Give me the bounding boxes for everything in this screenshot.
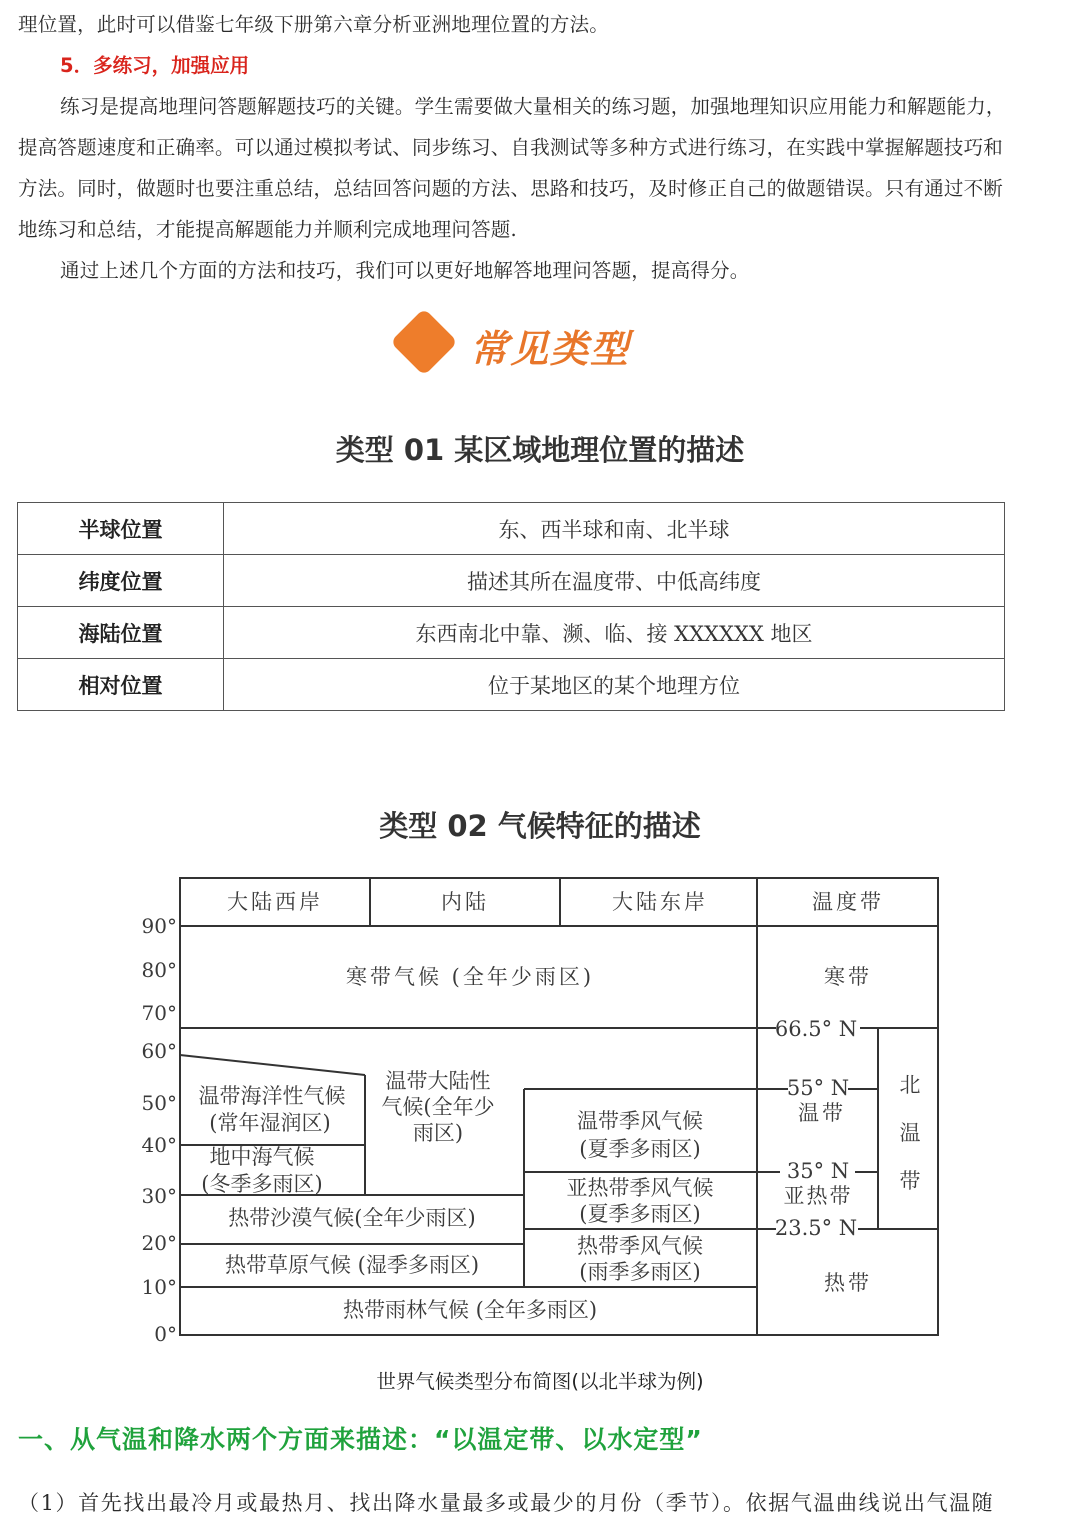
table-row: [18, 555, 1005, 607]
type02-title: 类型 02 气候特征的描述: [379, 809, 701, 843]
header-west-coast: 大陆西岸: [227, 890, 323, 914]
lat-tick: 60°: [141, 1039, 177, 1063]
line-66-5: 66.5° N: [774, 1017, 858, 1041]
zone-temperate: 温带: [798, 1101, 846, 1125]
row-value: 描述其所在温度带、中低高纬度: [224, 555, 1005, 607]
continental-climate: 温带大陆性: [385, 1069, 491, 1093]
method-line: （1）首先找出最冷月或最热月、找出降水量最多或最少的月份（季节）。依据气温曲线说出气温随: [18, 1491, 995, 1515]
row-key: 纬度位置: [18, 555, 224, 607]
lat-tick: 0°: [154, 1322, 177, 1346]
lat-tick: 10°: [141, 1275, 177, 1299]
mediterranean-note: (冬季多雨区): [201, 1172, 323, 1196]
lat-tick: 20°: [141, 1231, 177, 1255]
maritime-note: (常年湿润区): [209, 1111, 331, 1135]
line-35: 35° N: [786, 1159, 850, 1183]
climate-diagram-svg: [0, 870, 1080, 1350]
polar-climate: 寒带气候 (全年少雨区): [345, 965, 595, 989]
geo-position-table: [17, 502, 1005, 711]
lat-tick: 40°: [141, 1133, 177, 1157]
line-55: 55° N: [786, 1076, 850, 1100]
row-value: 东西南北中靠、濒、临、接 XXXXXX 地区: [224, 607, 1005, 659]
zone-frigid: 寒带: [824, 965, 872, 989]
practice-line-2: 提高答题速度和正确率。可以通过模拟考试、同步练习、自我测试等多种方式进行练习，在实践中掌握解题技巧和: [18, 136, 1004, 159]
subtropical-monsoon: 亚热带季风气候: [566, 1176, 714, 1200]
table-row: [18, 503, 1005, 555]
tropical-savanna: 热带草原气候 (湿季多雨区): [224, 1253, 480, 1277]
tropical-monsoon: 热带季风气候: [577, 1234, 703, 1258]
practice-line-3: 方法。同时，做题时也要注重总结，总结回答问题的方法、思路和技巧，及时修正自己的做题错误。只有通过不断: [18, 177, 1004, 200]
banner-title: 常见类型: [470, 327, 631, 371]
continental-climate-3: 雨区): [412, 1121, 464, 1145]
maritime-climate: 温带海洋性气候: [198, 1084, 346, 1108]
row-value: 位于某地区的某个地理方位: [224, 659, 1005, 711]
lat-tick: 30°: [141, 1184, 177, 1208]
practice-summary: 通过上述几个方面的方法和技巧，我们可以更好地解答地理问答题，提高得分。: [60, 259, 750, 282]
tropical-desert: 热带沙漠气候(全年少雨区): [228, 1206, 476, 1230]
lat-tick: 80°: [141, 958, 177, 982]
mediterranean-climate: 地中海气候: [209, 1145, 315, 1169]
row-key: 海陆位置: [18, 607, 224, 659]
temperate-monsoon-note: (夏季多雨区): [579, 1137, 701, 1161]
row-value: 东、西半球和南、北半球: [224, 503, 1005, 555]
continental-climate-2: 气候(全年少: [381, 1095, 495, 1119]
lat-tick: 50°: [141, 1091, 177, 1115]
north-temperate-3: 带: [899, 1169, 921, 1193]
lat-tick: 70°: [141, 1001, 177, 1025]
zone-tropical: 热带: [824, 1271, 872, 1295]
intro-line: 理位置，此时可以借鉴七年级下册第六章分析亚洲地理位置的方法。: [18, 13, 610, 36]
north-temperate-1: 北: [899, 1073, 921, 1097]
diamond-icon: [390, 308, 458, 376]
type01-title: 类型 01 某区域地理位置的描述: [335, 433, 745, 467]
row-key: 相对位置: [18, 659, 224, 711]
temperate-monsoon: 温带季风气候: [577, 1109, 703, 1133]
north-temperate-2: 温: [899, 1121, 921, 1145]
row-key: 半球位置: [18, 503, 224, 555]
method-heading: 一、从气温和降水两个方面来描述：“以温定带、以水定型”: [18, 1425, 703, 1454]
practice-line-4: 地练习和总结，才能提高解题能力并顺利完成地理问答题.: [18, 218, 517, 241]
tropical-rainforest: 热带雨林气候 (全年多雨区): [342, 1298, 598, 1322]
header-temperature-zone: 温度带: [812, 890, 884, 914]
zone-subtropical: 亚热带: [783, 1184, 853, 1208]
common-types-banner: [392, 310, 672, 380]
header-inland: 内陆: [441, 890, 489, 914]
diagram-caption: 世界气候类型分布简图(以北半球为例): [376, 1370, 704, 1393]
practice-line-1: 练习是提高地理问答题解题技巧的关键。学生需要做大量相关的练习题，加强地理知识应用能力和解题能力，: [60, 95, 1006, 118]
tropical-monsoon-note: (雨季多雨区): [579, 1260, 701, 1284]
header-east-coast: 大陆东岸: [612, 890, 708, 914]
subtropical-monsoon-note: (夏季多雨区): [579, 1202, 701, 1226]
table-row: [18, 607, 1005, 659]
lat-tick: 90°: [141, 914, 177, 938]
climate-distribution-diagram: [0, 870, 1080, 1350]
practice-heading: 5．多练习，加强应用: [60, 54, 250, 77]
line-23-5: 23.5° N: [774, 1216, 858, 1240]
table-row: [18, 659, 1005, 711]
